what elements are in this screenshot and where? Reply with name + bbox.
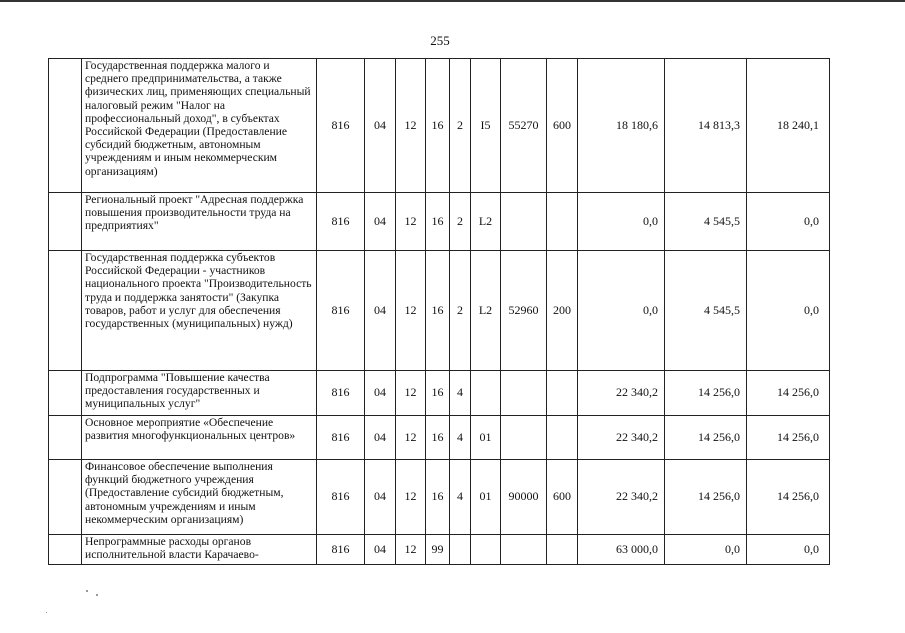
table-row [49,460,830,535]
subsection-code: 12 [396,371,426,416]
amount-year-2: 14 256,0 [665,416,747,460]
section-code: 04 [365,59,396,193]
scan-speck [86,590,88,592]
project-code [471,371,501,416]
row-index-cell [49,193,82,251]
ministry-code: 816 [317,193,365,251]
subsection-code: 12 [396,59,426,193]
ministry-code: 816 [317,371,365,416]
expense-type-code [547,416,578,460]
section-code: 04 [365,460,396,535]
row-index-cell [49,416,82,460]
ministry-code: 816 [317,535,365,565]
expense-type-code: 200 [547,251,578,371]
row-index-cell [49,371,82,416]
page-number: 255 [430,33,450,48]
section-code: 04 [365,535,396,565]
program-code: 99 [426,535,450,565]
direction-code [501,416,547,460]
page-top-edge [0,0,905,2]
direction-code [501,193,547,251]
project-code: L2 [471,251,501,371]
table-row [49,59,830,193]
amount-year-2: 14 813,3 [665,59,747,193]
section-code: 04 [365,251,396,371]
amount-year-1: 0,0 [578,193,665,251]
amount-year-2: 14 256,0 [665,460,747,535]
subsection-code: 12 [396,251,426,371]
subprogram-code: 4 [450,460,471,535]
row-index-cell [49,460,82,535]
amount-year-3: 18 240,1 [747,59,830,193]
amount-year-3: 0,0 [747,535,830,565]
amount-year-3: 14 256,0 [747,371,830,416]
item-name: Государственная поддержка субъектов Российской Федерации - участников национального проекта "Производительность труда и поддержка занятости" (Закупка товаров, работ и услуг для обеспечения государственных (муниципальных) нужд) [82,251,317,371]
subsection-code: 12 [396,416,426,460]
row-index-cell [49,59,82,193]
item-name: Финансовое обеспечение выполнения функций бюджетного учреждения (Предоставление субсидий бюджетным, автономным учреждениям и иным некоммерческим организациям) [82,460,317,535]
expense-type-code [547,535,578,565]
program-code: 16 [426,251,450,371]
program-code: 16 [426,193,450,251]
program-code: 16 [426,460,450,535]
section-code: 04 [365,371,396,416]
item-name: Основное мероприятие «Обеспечение развития многофункциональных центров» [82,416,317,460]
amount-year-1: 0,0 [578,251,665,371]
project-code: 01 [471,460,501,535]
scan-speck [46,612,47,613]
amount-year-2: 0,0 [665,535,747,565]
subprogram-code: 2 [450,193,471,251]
direction-code: 55270 [501,59,547,193]
ministry-code: 816 [317,416,365,460]
expense-type-code [547,193,578,251]
scan-speck [96,594,98,596]
amount-year-2: 4 545,5 [665,193,747,251]
amount-year-3: 14 256,0 [747,416,830,460]
project-code [471,535,501,565]
table-row [49,535,830,565]
table-row [49,416,830,460]
section-code: 04 [365,416,396,460]
amount-year-3: 0,0 [747,193,830,251]
item-name: Непрограммные расходы органов исполнительной власти Карачаево- [82,535,317,565]
amount-year-2: 4 545,5 [665,251,747,371]
expense-type-code: 600 [547,59,578,193]
subprogram-code: 2 [450,251,471,371]
row-index-cell [49,251,82,371]
item-name: Государственная поддержка малого и среднего предпринимательства, а также физических лиц, применяющих специальный налоговый режим "Налог на профессиональный доход", в субъектах Российской Федерации (Предоставление субсидий бюджетным, автономным учреждениям и иным некоммерческим организациям) [82,59,317,193]
expense-type-code: 600 [547,460,578,535]
direction-code [501,535,547,565]
direction-code: 90000 [501,460,547,535]
amount-year-1: 22 340,2 [578,416,665,460]
subprogram-code: 4 [450,371,471,416]
ministry-code: 816 [317,460,365,535]
project-code: L2 [471,193,501,251]
subprogram-code [450,535,471,565]
row-index-cell [49,535,82,565]
amount-year-2: 14 256,0 [665,371,747,416]
subsection-code: 12 [396,193,426,251]
amount-year-3: 0,0 [747,251,830,371]
amount-year-1: 18 180,6 [578,59,665,193]
subprogram-code: 2 [450,59,471,193]
table-row [49,371,830,416]
subprogram-code: 4 [450,416,471,460]
program-code: 16 [426,371,450,416]
table-row [49,193,830,251]
ministry-code: 816 [317,59,365,193]
project-code: 01 [471,416,501,460]
item-name: Региональный проект "Адресная поддержка повышения производительности труда на предприятиях" [82,193,317,251]
table-row [49,251,830,371]
direction-code: 52960 [501,251,547,371]
item-name: Подпрограмма "Повышение качества предоставления государственных и муниципальных услуг" [82,371,317,416]
direction-code [501,371,547,416]
ministry-code: 816 [317,251,365,371]
budget-table [48,58,830,565]
amount-year-1: 63 000,0 [578,535,665,565]
amount-year-1: 22 340,2 [578,460,665,535]
program-code: 16 [426,416,450,460]
section-code: 04 [365,193,396,251]
subsection-code: 12 [396,535,426,565]
amount-year-3: 14 256,0 [747,460,830,535]
subsection-code: 12 [396,460,426,535]
amount-year-1: 22 340,2 [578,371,665,416]
expense-type-code [547,371,578,416]
program-code: 16 [426,59,450,193]
project-code: I5 [471,59,501,193]
